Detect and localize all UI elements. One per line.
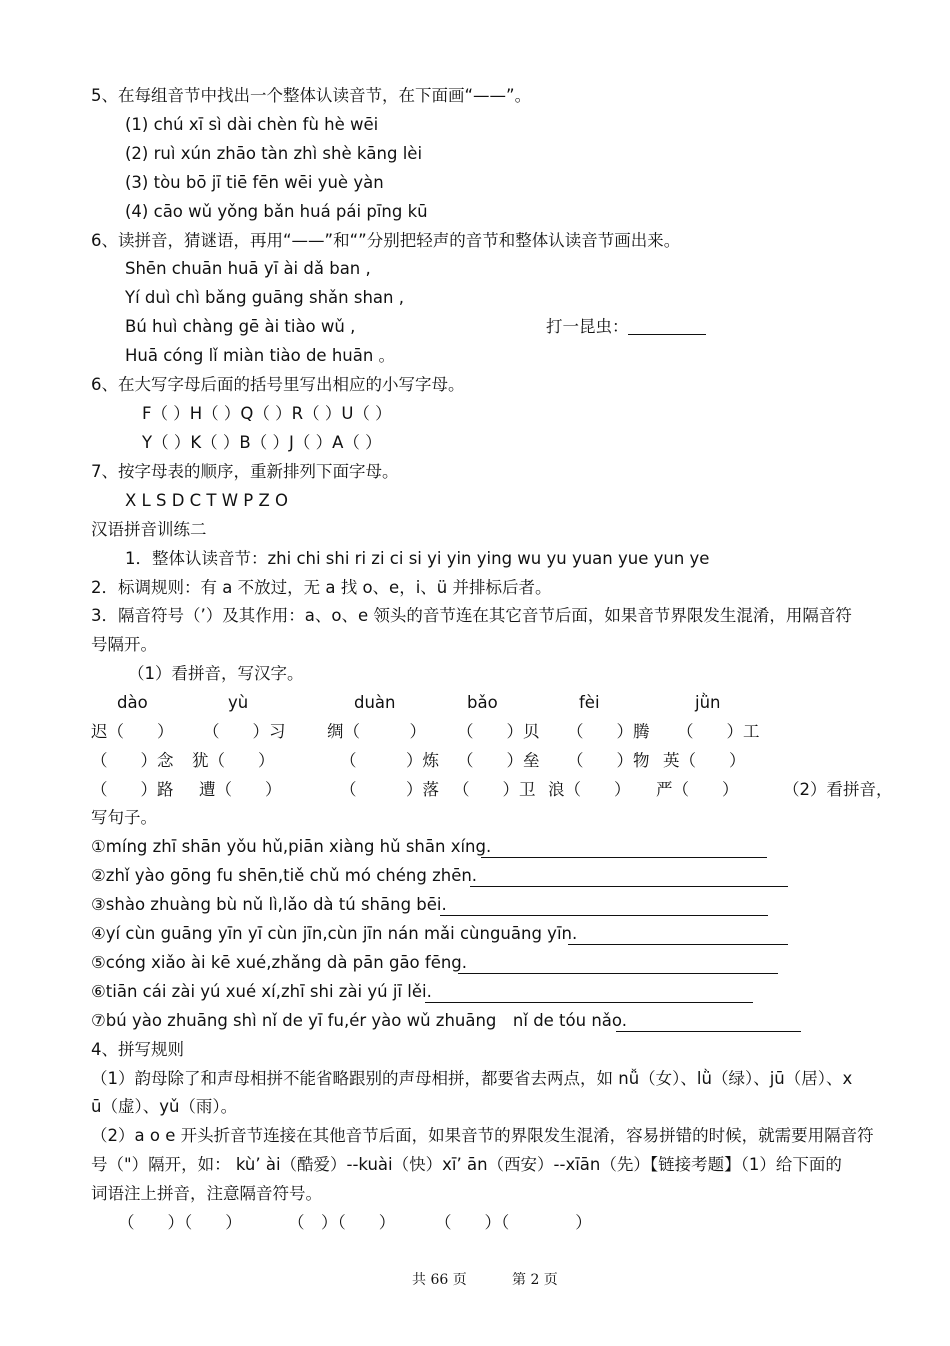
rule-2c: 词语注上拼音，注意隔音符号。 xyxy=(91,1184,322,1203)
word-r3-c6: 严（ ） xyxy=(656,780,739,799)
pinyin-3: duàn xyxy=(354,693,396,712)
riddle-answer-blank[interactable] xyxy=(628,334,706,335)
sentence-6: ⑥tiān cái zài yú xué xí,zhī shi zài yú jī lěi. xyxy=(91,982,432,1001)
sentence-5: ⑤cóng xiǎo ài kē xué,zhǎng dà pān gāo fēng. xyxy=(91,953,468,972)
q5-item-4: (4) cāo wǔ yǒng bǎn huá pái pīng kū xyxy=(125,202,428,221)
sentence-6-blank[interactable] xyxy=(425,1002,753,1003)
word-r2-c4: （ ）垒 xyxy=(457,751,540,770)
page-current: 第 2 页 xyxy=(512,1272,558,1288)
riddle-prompt: 打一昆虫： xyxy=(546,317,629,336)
pinyin-2: yù xyxy=(228,693,249,712)
word-r1-c3: 绸（ ） xyxy=(327,722,426,741)
sentence-7: ⑦bú yào zhuāng shì nǐ de yī fu,ér yào wǔ zhuāng nǐ de tóu nǎo. xyxy=(91,1011,627,1030)
pinyin-5: fèi xyxy=(579,693,600,712)
rule-1a: （1）韵母除了和声母相拼不能省略跟别的声母相拼，都要省去两点，如 nǚ（女）、lǜ（绿）、jū（居）、x xyxy=(91,1069,853,1088)
word-r3-c3: （ ）落 xyxy=(340,780,439,799)
q5-item-2: (2) ruì xún zhāo tàn zhì shè kāng lèi xyxy=(125,144,423,163)
sentence-1-blank[interactable] xyxy=(481,857,767,858)
section2-heading: 汉语拼音训练二 xyxy=(91,520,207,539)
q5-item-1: (1) chú xī sì dài chèn fù hè wēi xyxy=(125,115,379,134)
section2-p2: 2．标调规则：有 a 不放过，无 a 找 o、e，i、ü 并排标后者。 xyxy=(91,578,552,597)
pinyin-4: bǎo xyxy=(467,693,498,712)
q6b-row-2: Y（ ）K（ ）B（ ）J（ ）A（ ） xyxy=(142,433,382,452)
sentence-5-blank[interactable] xyxy=(458,973,778,974)
sentence-4-blank[interactable] xyxy=(568,944,788,945)
section2-sub2b: 写句子。 xyxy=(91,808,157,827)
sentence-2: ②zhǐ yào gōng fu shēn,tiě chǔ mó chéng zhēn. xyxy=(91,866,478,885)
sentence-2-blank[interactable] xyxy=(470,886,788,887)
word-r1-c1: 迟（ ） xyxy=(91,722,174,741)
rules-heading: 4、拼写规则 xyxy=(91,1040,184,1059)
q5-item-3: (3) tòu bō jī tiē fēn wēi yuè yàn xyxy=(125,173,384,192)
word-r3-c4: （ ）卫 xyxy=(453,780,536,799)
page-total: 共 66 页 xyxy=(412,1272,467,1288)
section2-sub2a: （2）看拼音， xyxy=(783,780,893,799)
pinyin-1: dào xyxy=(117,693,148,712)
rule-1b: ū（虚）、yǔ（雨）。 xyxy=(91,1097,238,1116)
sentence-1: ①míng zhī shān yǒu hǔ,piān xiàng hǔ shān xíng. xyxy=(91,837,492,856)
q6b-title: 6、在大写字母后面的括号里写出相应的小写字母。 xyxy=(91,375,465,394)
word-r1-c6: （ ）工 xyxy=(677,722,760,741)
sentence-3: ③shào zhuàng bù nǔ lì,lǎo dà tú shāng bēi. xyxy=(91,895,447,914)
word-r2-c3: （ ）炼 xyxy=(340,751,439,770)
answer-parens-3: （ ）（ ） xyxy=(435,1213,592,1232)
answer-parens-2: （ ）（ ） xyxy=(288,1213,396,1232)
section2-p1: 1．整体认读音节：zhi chi shi ri zi ci si yi yin ying wu yu yuan yue yun ye xyxy=(125,549,710,568)
section2-p3b: 号隔开。 xyxy=(91,635,157,654)
word-r3-c5: 浪（ ） xyxy=(548,780,631,799)
sentence-7-blank[interactable] xyxy=(616,1031,801,1032)
q5-title: 5、在每组音节中找出一个整体认读音节，在下面画“——”。 xyxy=(91,86,532,105)
riddle-line-1: Shēn chuān huā yī ài dǎ ban , xyxy=(125,259,371,278)
word-r3-c2: 遭（ ） xyxy=(199,780,282,799)
word-r1-c2: （ ）习 xyxy=(203,722,286,741)
q7-letters: X L S D C T W P Z O xyxy=(125,491,289,510)
word-r2-c6: 英（ ） xyxy=(663,751,746,770)
word-r2-c1: （ ）念 xyxy=(91,751,174,770)
sentence-4: ④yí cùn guāng yīn yī cùn jīn,cùn jīn nán mǎi cùnguāng yīn. xyxy=(91,924,578,943)
answer-parens-1: （ ）（ ） xyxy=(118,1213,242,1232)
sentence-3-blank[interactable] xyxy=(440,915,768,916)
word-r2-c2: 犹（ ） xyxy=(192,751,275,770)
section2-sub1: （1）看拼音，写汉字。 xyxy=(128,664,304,683)
section2-p3a: 3．隔音符号（’）及其作用：a、o、e 领头的音节连在其它音节后面，如果音节界限发生混淆，用隔音符 xyxy=(91,606,852,625)
word-r2-c5: （ ）物 xyxy=(567,751,650,770)
riddle-line-3: Bú huì chàng gē ài tiào wǔ , xyxy=(125,317,356,336)
rule-2a: （2）a o e 开头折音节连接在其他音节后面，如果音节的界限发生混淆，容易拼错的时候，就需要用隔音符 xyxy=(91,1126,874,1145)
word-r3-c1: （ ）路 xyxy=(91,780,174,799)
word-r1-c5: （ ）腾 xyxy=(567,722,650,741)
riddle-line-4: Huā cóng lǐ miàn tiào de huān 。 xyxy=(125,346,396,365)
q6b-row-1: F（ ）H（ ）Q（ ）R（ ）U（ ） xyxy=(142,404,392,423)
q6-title: 6、读拼音，猜谜语，再用“——”和“”分别把轻声的音节和整体认读音节画出来。 xyxy=(91,231,681,250)
pinyin-6: jǜn xyxy=(695,693,721,712)
rule-2b: 号（"）隔开，如： kù’ ài（酷爱）--kuài（快）xī’ ān（西安）--xīān（先）【链接考题】（1）给下面的 xyxy=(91,1155,842,1174)
q7-title: 7、按字母表的顺序，重新排列下面字母。 xyxy=(91,462,399,481)
word-r1-c4: （ ）贝 xyxy=(457,722,540,741)
riddle-line-2: Yí duì chì bǎng guāng shǎn shan , xyxy=(125,288,404,307)
